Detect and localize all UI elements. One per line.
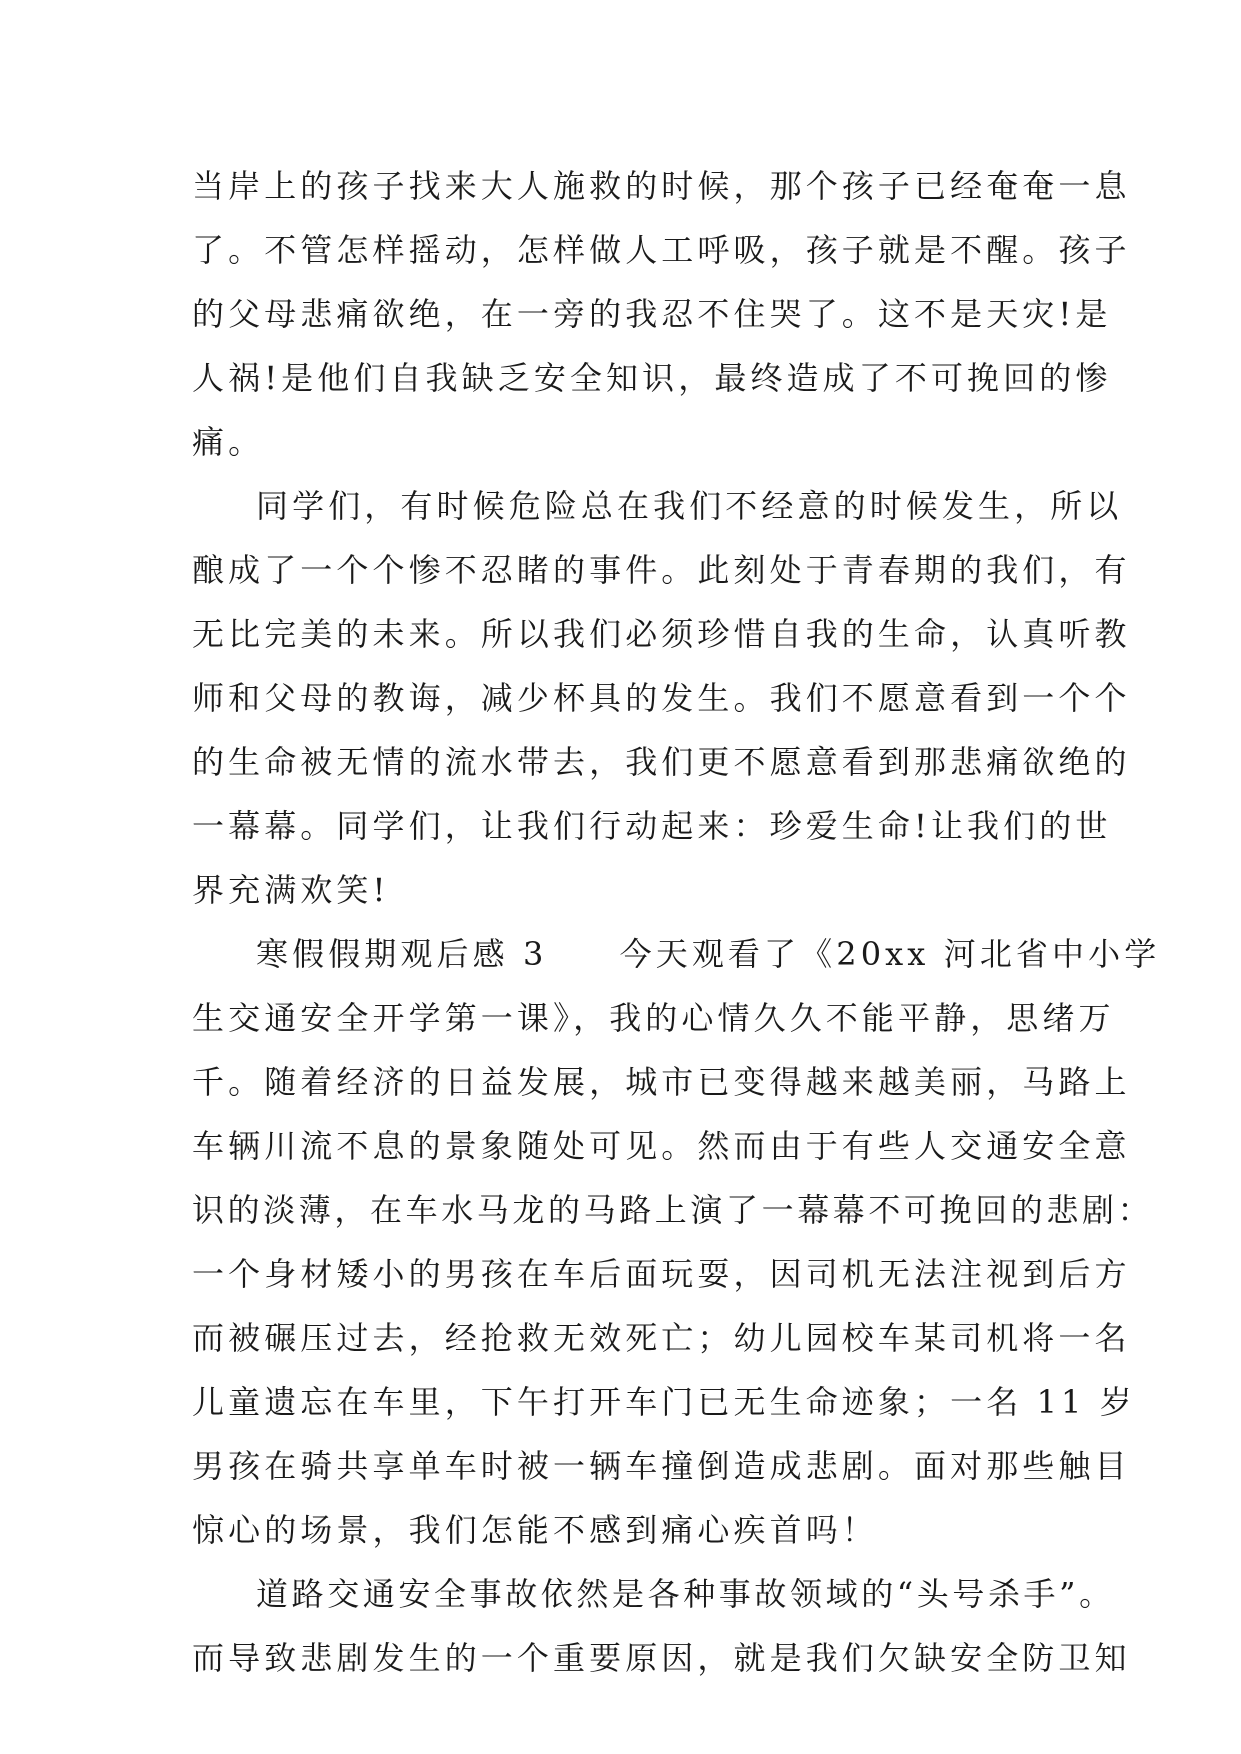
text-line: 师和父母的教诲，减少杯具的发生。我们不愿意看到一个个 — [192, 679, 1131, 717]
text-line: 儿童遗忘在车里，下午打开车门已无生命迹象；一名 11 岁 — [192, 1383, 1136, 1421]
text-line: 车辆川流不息的景象随处可见。然而由于有些人交通安全意 — [192, 1127, 1131, 1165]
text-line: 一个身材矮小的男孩在车后面玩耍，因司机无法注视到后方 — [192, 1255, 1131, 1293]
text-line: 界充满欢笑! — [192, 871, 390, 909]
text-line: 的生命被无情的流水带去，我们更不愿意看到那悲痛欲绝的 — [192, 743, 1131, 781]
text-line: 当岸上的孩子找来大人施救的时候，那个孩子已经奄奄一息 — [192, 167, 1131, 205]
text-line: 痛。 — [192, 423, 265, 461]
text-line: 惊心的场景，我们怎能不感到痛心疾首吗！ — [192, 1511, 878, 1549]
section-heading-line: 寒假假期观后感 3 今天观看了《20xx 河北省中小学 — [256, 935, 1161, 973]
text-line: 酿成了一个个惨不忍睹的事件。此刻处于青春期的我们，有 — [192, 551, 1131, 589]
paragraph-first-line: 同学们，有时候危险总在我们不经意的时候发生，所以 — [256, 487, 1123, 525]
text-line: 而被碾压过去，经抢救无效死亡；幼儿园校车某司机将一名 — [192, 1319, 1131, 1357]
paragraph-first-line: 道路交通安全事故依然是各种事故领域的“头号杀手”。 — [256, 1575, 1115, 1613]
text-line: 男孩在骑共享单车时被一辆车撞倒造成悲剧。面对那些触目 — [192, 1447, 1131, 1485]
text-line: 无比完美的未来。所以我们必须珍惜自我的生命，认真听教 — [192, 615, 1131, 653]
text-line: 了。不管怎样摇动，怎样做人工呼吸，孩子就是不醒。孩子 — [192, 231, 1131, 269]
text-line: 人祸!是他们自我缺乏安全知识，最终造成了不可挽回的惨 — [192, 359, 1112, 397]
text-line: 识的淡薄，在车水马龙的马路上演了一幕幕不可挽回的悲剧： — [192, 1191, 1154, 1229]
text-line: 生交通安全开学第一课》，我的心情久久不能平静，思绪万 — [192, 999, 1115, 1037]
text-line: 一幕幕。同学们，让我们行动起来：珍爱生命!让我们的世 — [192, 807, 1112, 845]
text-line: 而导致悲剧发生的一个重要原因，就是我们欠缺安全防卫知 — [192, 1639, 1131, 1677]
text-line: 的父母悲痛欲绝，在一旁的我忍不住哭了。这不是天灾!是 — [192, 295, 1112, 333]
text-line: 千。随着经济的日益发展，城市已变得越来越美丽，马路上 — [192, 1063, 1131, 1101]
